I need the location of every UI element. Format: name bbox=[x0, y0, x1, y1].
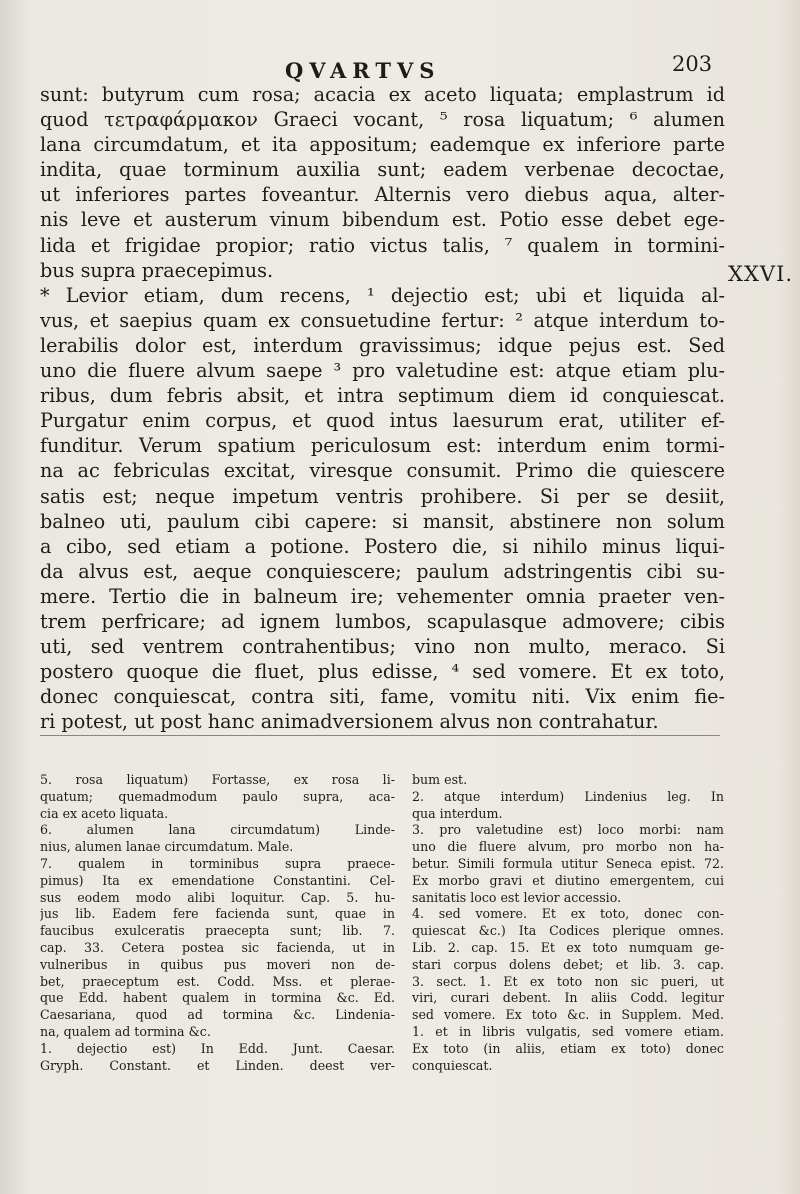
text-line: Purgatur enim corpus, et quod intus laesurum erat, utiliter ef- bbox=[40, 409, 725, 433]
text-line: balneo uti, paulum cibi capere: si mansit, abstinere non solum bbox=[40, 509, 725, 533]
text-line: sunt: butyrum cum rosa; acacia ex aceto liquata; emplastrum id bbox=[40, 83, 725, 106]
footnote-line: nius, alumen lanae circumdatum. Male. bbox=[40, 839, 294, 855]
footnote-line: bum est. bbox=[412, 772, 468, 787]
footnote-line: Lib. 2. cap. 15. Et ex toto numquam ge- bbox=[412, 939, 724, 955]
footnote-line: Ex morbo gravi et diutino emergentem, cui bbox=[412, 872, 724, 888]
text-line: trem perfricare; ad ignem lumbos, scapulasque admovere; cibis bbox=[40, 609, 725, 633]
text-line: da alvus est, aeque conquiescere; paulum adstringentis cibi su- bbox=[40, 559, 725, 583]
footnote-divider bbox=[40, 735, 720, 736]
text-line: a cibo, sed etiam a potione. Postero die, si nihilo minus liqui- bbox=[40, 534, 725, 558]
text-line: nis leve et austerum vinum bibendum est. Potio esse debet ege- bbox=[40, 208, 725, 232]
footnote-line: 5. rosa liquatum) Fortasse, ex rosa li- bbox=[40, 772, 395, 787]
main-text-block bbox=[40, 82, 725, 734]
footnote-line: pimus) Ita ex emendatione Constantini. Cel- bbox=[40, 872, 395, 888]
text-line: funditur. Verum spatium periculosum est: interdum enim tormi- bbox=[40, 434, 725, 458]
text-line: satis est; neque impetum ventris prohibere. Si per se desiit, bbox=[40, 484, 725, 508]
footnote-line: viri, curari debent. In aliis Codd. legitur bbox=[412, 990, 724, 1006]
footnote-line: qua interdum. bbox=[412, 805, 503, 821]
text-line: uti, sed ventrem contrahentibus; vino non multo, meraco. Si bbox=[40, 635, 725, 659]
page-number: 203 bbox=[672, 52, 713, 76]
footnote-line: cap. 33. Cetera postea sic facienda, ut in bbox=[40, 939, 395, 955]
footnote-line: 6. alumen lana circumdatum) Linde- bbox=[40, 822, 395, 838]
text-line: vus, et saepius quam ex consuetudine fertur: ² atque interdum to- bbox=[40, 308, 725, 332]
footnote-line: Ex toto (in aliis, etiam ex toto) donec bbox=[412, 1040, 724, 1056]
footnotes-left-column bbox=[40, 772, 395, 1074]
text-line: ribus, dum febris absit, et intra septimum diem id conquiescat. bbox=[40, 384, 725, 408]
footnote-line: conquiescat. bbox=[412, 1057, 493, 1073]
footnote-line: sanitatis loco est levior accessio. bbox=[412, 889, 622, 905]
footnote-line: faucibus exulceratis praecepta sunt; lib. 7. bbox=[40, 923, 395, 939]
text-line: donec conquiescat, contra siti, fame, vomitu niti. Vix enim fie- bbox=[40, 685, 725, 709]
footnote-line: sed vomere. Ex toto &c. in Supplem. Med. bbox=[412, 1007, 724, 1023]
text-line: quod τετραφάρμακον Graeci vocant, ⁵ rosa liquatum; ⁶ alumen bbox=[40, 108, 725, 132]
text-line: indita, quae torminum auxilia sunt; eadem verbenae decoctae, bbox=[40, 158, 725, 182]
text-line: ut inferiores partes foveantur. Alternis vero diebus aqua, alter- bbox=[40, 183, 725, 207]
text-line: bus supra praecepimus. bbox=[40, 258, 274, 282]
footnotes-right-column bbox=[412, 772, 724, 1074]
footnote-line: Caesariana, quod ad tormina &c. Lindenia- bbox=[40, 1007, 395, 1023]
footnote-line: bet, praeceptum est. Codd. Mss. et plerae- bbox=[40, 973, 395, 989]
footnote-line: sus eodem modo alibi loquitur. Cap. 5. hu- bbox=[40, 889, 395, 905]
footnote-line: 1. dejectio est) In Edd. Junt. Caesar. bbox=[40, 1040, 395, 1056]
text-line: mere. Tertio die in balneum ire; vehementer omnia praeter ven- bbox=[40, 584, 725, 608]
footnote-line: uno die fluere alvum, pro morbo non ha- bbox=[412, 839, 724, 855]
footnote-line: 4. sed vomere. Et ex toto, donec con- bbox=[412, 906, 724, 922]
text-line: lana circumdatum, et ita appositum; eademque ex inferiore parte bbox=[40, 133, 725, 157]
footnote-line: na, qualem ad tormina &c. bbox=[40, 1023, 211, 1039]
footnote-line: 3. pro valetudine est) loco morbi: nam bbox=[412, 822, 724, 838]
footnote-line: betur. Simili formula utitur Seneca epist. 72. bbox=[412, 855, 724, 871]
footnote-line: quatum; quemadmodum paulo supra, aca- bbox=[40, 788, 395, 804]
text-line: uno die fluere alvum saepe ³ pro valetudine est: atque etiam plu- bbox=[40, 359, 725, 383]
text-line: ri potest, ut post hanc animadversionem alvus non contrahatur. bbox=[40, 710, 659, 734]
footnote-line: que Edd. habent qualem in tormina &c. Ed. bbox=[40, 990, 395, 1006]
footnote-line: 1. et in libris vulgatis, sed vomere etiam. bbox=[412, 1023, 724, 1039]
footnote-line: jus lib. Eadem fere facienda sunt, quae in bbox=[40, 906, 395, 922]
text-line: postero quoque die fluet, plus edisse, ⁴ sed vomere. Et ex toto, bbox=[40, 660, 725, 684]
footnote-line: stari corpus dolens debet; et lib. 3. cap. bbox=[412, 956, 724, 972]
text-line: lerabilis dolor est, interdum gravissimus; idque pejus est. Sed bbox=[40, 333, 725, 357]
footnote-line: Gryph. Constant. et Linden. deest ver- bbox=[40, 1057, 395, 1073]
text-line: lida et frigidae propior; ratio victus talis, ⁷ qualem in tormini- bbox=[40, 233, 725, 257]
text-line: na ac febriculas excitat, viresque consumit. Primo die quiescere bbox=[40, 459, 725, 483]
footnote-line: 2. atque interdum) Lindenius leg. In bbox=[412, 788, 724, 804]
footnote-line: quiescat &c.) Ita Codices plerique omnes. bbox=[412, 923, 724, 939]
footnote-line: 3. sect. 1. Et ex toto non sic pueri, ut bbox=[412, 973, 724, 989]
footnote-line: 7. qualem in torminibus supra praece- bbox=[40, 855, 395, 871]
text-line: * Levior etiam, dum recens, ¹ dejectio est; ubi et liquida al- bbox=[40, 283, 725, 307]
running-title: QVARTVS bbox=[285, 58, 441, 83]
footnote-line: cia ex aceto liquata. bbox=[40, 805, 169, 821]
chapter-margin-mark: XXVI. bbox=[728, 262, 794, 286]
footnote-line: vulneribus in quibus pus moveri non de- bbox=[40, 956, 395, 972]
